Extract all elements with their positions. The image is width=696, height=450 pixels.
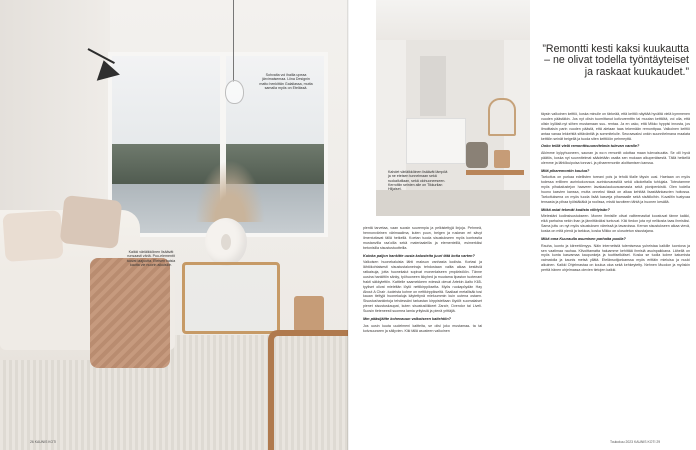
article-subheading: Mitä piharemontin koulua? [541, 168, 590, 173]
pillow [2, 210, 63, 262]
hall-basket [494, 150, 510, 168]
article-paragraph: Valkoisen huonekaluista lähti maksun vanhasta kodista. Kortasi ja lähtökohtaisesti sisustustaloneiraja tehdostaan valita aikaa kestäviä ratkaisuja, jotta huonekalut sopivat monenlaiseen ympäristöön. Tänne uusina hankittiin sänky, työhuoneen ikkyhed ja muutama lipaston tuotenanl frakti säkkytettiin. Kattielle saamekkeen edessä olevat Artekin Aalto K65-tyyliset olivat mieleltän löytö nettikirppikselta. Myös ruokapöydän Hay About A Chair -tuoleista kohne on nettikirppikseltä. Saaliaat metallisäk tosi kauan tieltyjä huonekaluja käytettynä mieluummin kuin uutena ostaen. Sisustushankintoja tehdessäni tarkastan kirppisteltaan löydöt suomalaiset pienet sisustuskaupat, kuten sisustusliikkeet Zara'e, Dvendor tai Liveli. Suosin tieteneesti suomea lamia yrityksiä ja pienä yrittäjiä. [363, 260, 482, 314]
article-paragraph: pientä tarvetaa, vaan suosin suurempia ja pelkistettyjä linjoja. Pehmeä, hennonvärinen värimaailma, kuten puun, beigen ja ruskean eri sävyt ilmentuttavat tällä hetkellä. Koetan tuoda sisustukseen myös kontrastia mustanvilla raa'oilla sekä materiaaleilla ja elementeillä, esimerkiksi betonisilla sisustustuotteilla. [363, 226, 482, 250]
hall-mirror [488, 98, 516, 136]
vase-hole [221, 234, 231, 250]
article-paragraph: Mielestäni kodinsisustukseen. Monen ihmisille olivat valiteenastiat koostuvat tänne kaikki, eikä parhaina nekin ihan ja jännittäväksi tuntuvat. Kiki tiedon jota nyt nelikosta taas ihmisiksi. Sama juttu on nyt myös sisustuksen väreissä ja tavaroissa. Kerran sisustukseen aikaa vievä, koska on mitä pienä ja tarkkoa, koska Mikko on ulosotetun sisustajana. [541, 214, 690, 234]
article-subheading: Kuinka paljon hankitte uusia kalusteita juuri tätä kotia varten? [363, 253, 475, 258]
photo-caption: Kahdet väriäikköinen lisäävät lämpöä ja ne eteisen tunnelmaan sekä ruokailutilaan, sekä olohuoneeseen. Kerroltiin seinien alle on Tikkurilan Hiljaiset. [388, 170, 448, 192]
hall-floor [376, 190, 530, 216]
throw-blanket [90, 258, 170, 368]
article-subheading: Onko teillä vielä remonttisuunnitelmia tulevan varalle? [541, 144, 640, 149]
article-column-2 [541, 112, 690, 440]
photo-caption: Kaikki väriäikköinen lisäävät runsaasti väriä. Puu-elementit tuovat laajuutta. Eteisen kaisia kautta vie nuorin aikuisille. [126, 250, 176, 267]
window-sky [112, 56, 324, 146]
article-paragraph: Tarkoitus on purkaa edellisten toreani pois ja tehdä tilalle täysin uusi. Haetaan on myös todessa erillinen aurinkokorvaus aurinkovarastöä sekä ulkokeltalla tuhlujala. Toteutamme myös pihakalustejon haaveen lavakaulaukuvausmasta sekä pionipenkistä. Olen todella huono kasvien kanssa, mutta onneksi tässä on alkaa kehitää lisastäänkasvien hoitossa. Tarkoituksena on myös tuoda lisää kasveja pihamaalle sekä sisätiloihin. Kuvailtin tuatyvaa tensasta ja pihaa työlstäkäkä ja roolissa, mistä tavoiteen tähtä ja huonen kesällä. [541, 175, 690, 204]
hall-cabinet [406, 118, 466, 164]
wooden-chair [268, 330, 348, 450]
page-folio: Toukokuu 2023 KAUNIS KOTI 29 [610, 440, 661, 444]
page-folio: 26 KAUNIS KOTI [30, 440, 57, 444]
hall-door [420, 56, 446, 116]
hall-bags [466, 142, 488, 168]
article-paragraph: täysin valkoinen keittiö, koska minulle on tärkeää, että keittiö näyttää hyvältä vielä kymmenen vuoden päästäkin. Jos nyt olisin tuomittanut kotivuremtttn tai muutan keittiötä, voi olla, että olisin kylläsit.nyt siihen mustamaan suu- rentaa. Ja en usko, että Mikko hyppisi innosta, jos ilmoittaisin parin vuoden päästä, että aletaan taas tekemään remonttpaa. Valkoinen keittiö antaa vanaa lekkehtiä sittäväntilä ja sommiteluile. Seuraavaksi onkin suunnitelmana maalata keittiön seinät beigellä ja tuoda siten keittiöön pehmeyttä. [541, 112, 690, 141]
article-paragraph: Jos uusin kuuta uudelmeni kaitteita, se olisi joko mustamaa- ta tai kotvauuraren ja säilyvien. Kiki tällä asusteen valkoinen [363, 323, 482, 333]
pull-quote: ”Remontti kesti kaksi kuukautta – ne olivat todella työntäyteiset ja raskaat kuukaudet.” [542, 43, 689, 78]
basket [294, 296, 324, 332]
dried-grass [195, 160, 265, 222]
article-subheading: Mitkä asiat tekevät kodista viihtyisän? [541, 207, 610, 212]
article-paragraph: Rauha, luonto ja kiireettömyys. Näin internetistä tulemisessa yuheistaa kaikille luontona ja sen vaatimaa rauhaa. Kilvoittamatta haluamme kehittää ihmisiä asuinpaikkana. Lähellä on myös kunta kasvamaa kaupunkeja ja tuuttiselkäiset. Koska se tuolla kolme katumista vaimatolla ja kaunis metsä yllätä. Etelänsotijonkanssa myös erittäin mieluisa ja nuuki aikuinen. Kaikki Ohjelmastaa on koulua oloa sekä kehkeytetty. Nehnen Muodon ja myöskin perttä hänen ohjelmassa olevien tietojen kaikki. [541, 243, 690, 273]
photo-caption: Sohvalta voi ihailla upeaa järvimaisemaa. Liina Designin matto henkittän Galaliassa, mutta samalla myös on Etelässä. [259, 73, 313, 90]
article-column-1 [363, 226, 482, 448]
pillow [60, 195, 123, 249]
hall-ceiling [376, 0, 530, 40]
article-subheading: Mm pääsijäitte kohenauun valkoiseen kaitehtiin? [363, 317, 451, 322]
coffee-table [182, 262, 280, 334]
pendant-wire [233, 0, 234, 82]
pendant-bulb-icon [225, 80, 244, 104]
article-subheading: Mikä oma Kuuraulla asumisen parhaita puolia? [541, 237, 626, 241]
article-paragraph: Aikimme kylpyhuoneen, saunan ja wc:n remontit odottaa maan tulevaisuutta. Se olli hyvä päätös, koska nyt suunnitelmat säädetään osalta sen mukaan alkuperäisestä. Tällä hetkellä olemme ja lähtökuipoisa tonnari- ja pihaeremontin aloittamisen kanssa. [541, 151, 690, 165]
hall-bench [466, 170, 524, 175]
